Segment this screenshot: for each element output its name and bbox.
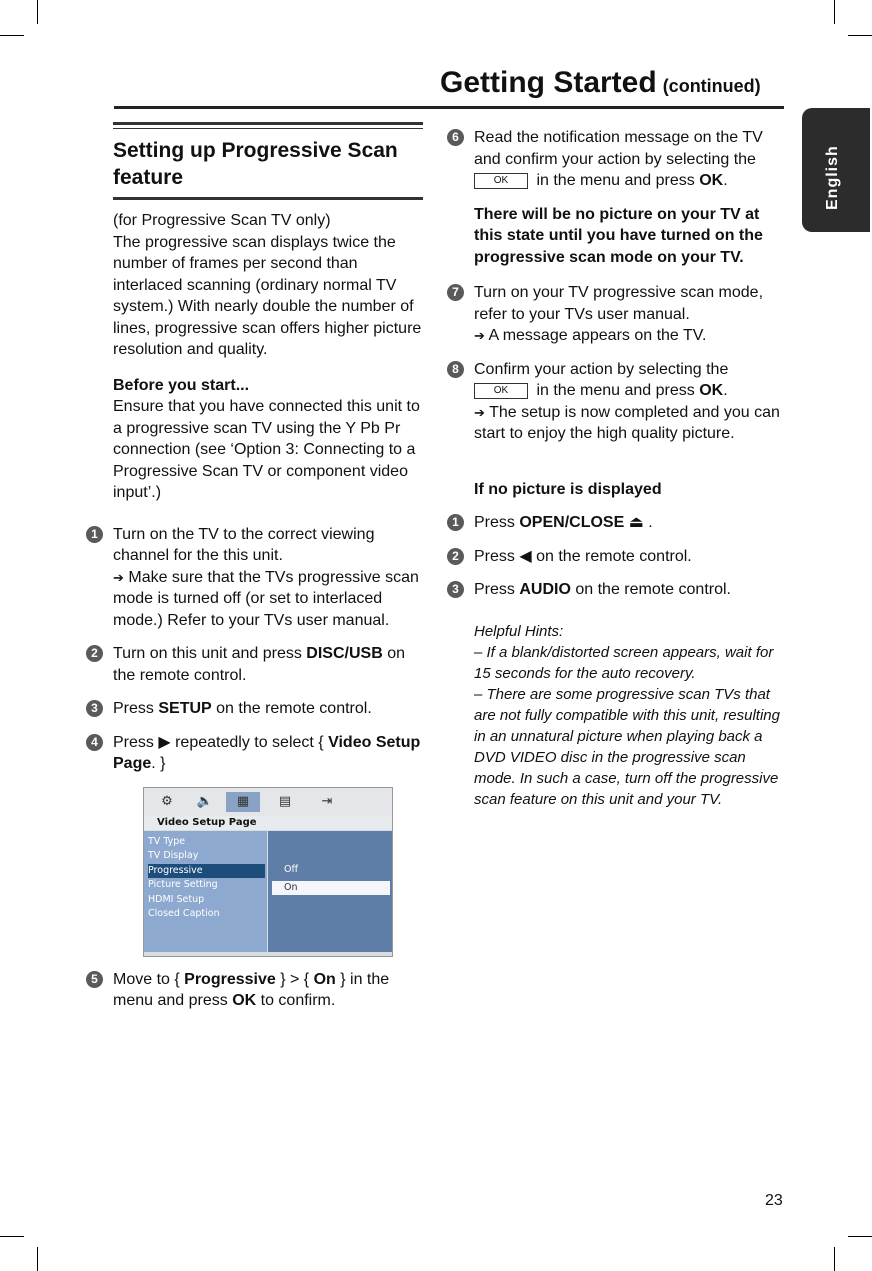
section-top-rule: [113, 122, 423, 129]
crop-mark: [37, 0, 38, 24]
step-text: repeatedly to select {: [170, 733, 329, 751]
step-text: on the remote control.: [211, 700, 372, 717]
no-picture-title: If no picture is displayed: [474, 480, 662, 498]
right-column: [452, 127, 786, 810]
eject-icon: ⏏: [628, 514, 644, 531]
step-number: 7: [447, 284, 464, 301]
tv-setup-menu: [143, 787, 393, 957]
crop-mark: [834, 1247, 835, 1271]
step-number: 2: [86, 645, 103, 662]
menu-item: Picture Setting: [148, 878, 218, 890]
button-name: OK: [699, 172, 724, 189]
step-text: Press: [474, 514, 520, 531]
button-name: OK: [232, 992, 257, 1009]
crop-mark: [37, 1247, 38, 1271]
crop-mark: [834, 0, 835, 24]
ok-button-icon: OK: [474, 383, 528, 399]
step-3: [91, 698, 423, 720]
speaker-icon: 🔈: [196, 793, 214, 809]
menu-icon-bar: [144, 788, 392, 816]
button-name: AUDIO: [519, 581, 571, 598]
grid-icon: ▤: [278, 793, 292, 809]
step-1: [91, 524, 423, 632]
step-text: Move to {: [113, 970, 185, 988]
step-5: [91, 969, 423, 1012]
warning-text: There will be no picture on your TV at this state until you have turned on the progressive scan mode on your TV.: [474, 205, 763, 266]
crop-mark: [848, 35, 872, 36]
page-title: [440, 66, 761, 100]
title-text: Getting Started: [440, 66, 657, 99]
section-bottom-rule: [113, 197, 423, 200]
step-text: Press: [113, 733, 159, 751]
step-8: [452, 359, 786, 445]
crop-mark: [0, 35, 24, 36]
step-text: .: [723, 172, 728, 189]
step-text: } > {: [275, 970, 314, 988]
np-step-2: [452, 546, 786, 568]
menu-item: HDMI Setup: [148, 893, 205, 905]
hint-1: – If a blank/distorted screen appears, wait for 15 seconds for the auto recovery.: [474, 643, 774, 682]
right-arrow-icon: ▶: [158, 733, 171, 751]
crop-mark: [0, 1236, 24, 1237]
left-column: [91, 122, 423, 1024]
step-number: 1: [86, 526, 103, 543]
menu-item: Closed Caption: [148, 907, 220, 919]
button-name: OPEN/CLOSE: [519, 514, 625, 531]
page-number: 23: [765, 1192, 783, 1209]
step-text: Turn on your TV progressive scan mode, refer to your TVs user manual.: [474, 284, 764, 323]
hints-title: Helpful Hints:: [474, 622, 564, 640]
language-tab: [802, 108, 870, 232]
hint-2: – There are some progressive scan TVs that are not fully compatible with this unit, resulting in an unnatural picture when playing back a DVD VIDEO disc in the progressive scan mode. In such a case, turn off the progressive scan feature on this unit and your TV.: [474, 685, 780, 808]
step-number: 1: [447, 514, 464, 531]
option-name: Progressive: [184, 970, 276, 988]
section-title: Setting up Progressive Scan feature: [113, 139, 398, 189]
step-text: Turn on this unit and press: [113, 645, 307, 662]
step-6: [452, 127, 786, 192]
ok-button-icon: OK: [474, 173, 528, 189]
intro-text: (for Progressive Scan TV only) The progressive scan displays twice the number of frames per second than interlaced scanning (ordinary normal TV system.) With nearly double the number of lines, progressive scan offers higher picture resolution and quality.: [113, 212, 422, 358]
left-arrow-icon: ◀: [519, 547, 532, 565]
step-number: 5: [86, 971, 103, 988]
title-continued: (continued): [662, 76, 761, 96]
step-note: The setup is now completed and you can start to enjoy the high quality picture.: [474, 403, 780, 442]
np-step-3: [452, 579, 786, 601]
button-name: DISC/USB: [306, 645, 383, 662]
step-text: on the remote control.: [531, 547, 692, 565]
menu-items-pane: [144, 831, 267, 952]
np-step-1: [452, 512, 786, 534]
film-icon: ▦: [226, 792, 260, 812]
step-text: on the remote control.: [113, 645, 405, 684]
step-text: Confirm your action by selecting the: [474, 360, 729, 378]
step-note: Make sure that the TVs progressive scan mode is turned off (or set to interlaced mode.) Refer to your TVs user manual.: [113, 568, 419, 629]
wrench-icon: ⚙: [161, 793, 173, 809]
step-text: Press: [474, 581, 520, 598]
menu-item: TV Type: [148, 835, 186, 847]
step-number: 2: [447, 548, 464, 565]
crop-mark: [848, 1236, 872, 1237]
step-note: A message appears on the TV.: [488, 327, 707, 344]
button-name: OK: [699, 382, 724, 399]
menu-item-selected: Progressive: [148, 864, 265, 878]
step-number: 4: [86, 734, 103, 751]
step-text: Read the notification message on the TV and confirm your action by selecting the: [474, 129, 763, 168]
step-7: [452, 282, 786, 347]
step-4: [91, 732, 423, 775]
arrow-icon: ➔: [113, 569, 124, 585]
step-text: on the remote control.: [570, 581, 731, 598]
arrow-icon: ➔: [474, 404, 485, 420]
header-rule: [114, 106, 784, 109]
step-text: .: [643, 514, 653, 531]
menu-item: TV Display: [148, 849, 199, 861]
step-text: in the menu and press: [532, 172, 700, 189]
step-text: Press: [113, 700, 159, 717]
button-name: SETUP: [158, 700, 212, 717]
arrow-icon: ➔: [474, 328, 485, 343]
menu-name: Video Setup Page: [113, 733, 421, 772]
language-tab-label: English: [824, 145, 841, 210]
menu-options-pane: [268, 831, 392, 952]
step-number: 8: [447, 361, 464, 378]
step-text: to confirm.: [256, 992, 336, 1009]
step-text: Press: [474, 547, 520, 565]
before-block: [113, 375, 423, 504]
exit-icon: ⇥: [321, 793, 333, 809]
step-text: . }: [151, 755, 166, 772]
before-title: Before you start...: [113, 376, 250, 394]
step-number: 3: [86, 700, 103, 717]
step-number: 3: [447, 581, 464, 598]
menu-page-title: Video Setup Page: [144, 816, 392, 830]
option-name: On: [313, 970, 336, 988]
step-text: .: [723, 382, 728, 399]
step-text: Turn on the TV to the correct viewing channel for the this unit.: [113, 525, 375, 564]
step-2: [91, 643, 423, 686]
step-text: in the menu and press: [532, 382, 700, 399]
helpful-hints: [474, 621, 786, 810]
menu-option: Off: [284, 863, 299, 875]
step-text: } in the menu and press: [113, 970, 390, 1009]
step-number: 6: [447, 129, 464, 146]
before-text: Ensure that you have connected this unit to a progressive scan TV using the Y Pb Pr connection (see ‘Option 3: Connecting to a Progressive Scan TV or component video input’.): [113, 398, 420, 501]
menu-option-selected: On: [272, 881, 390, 895]
